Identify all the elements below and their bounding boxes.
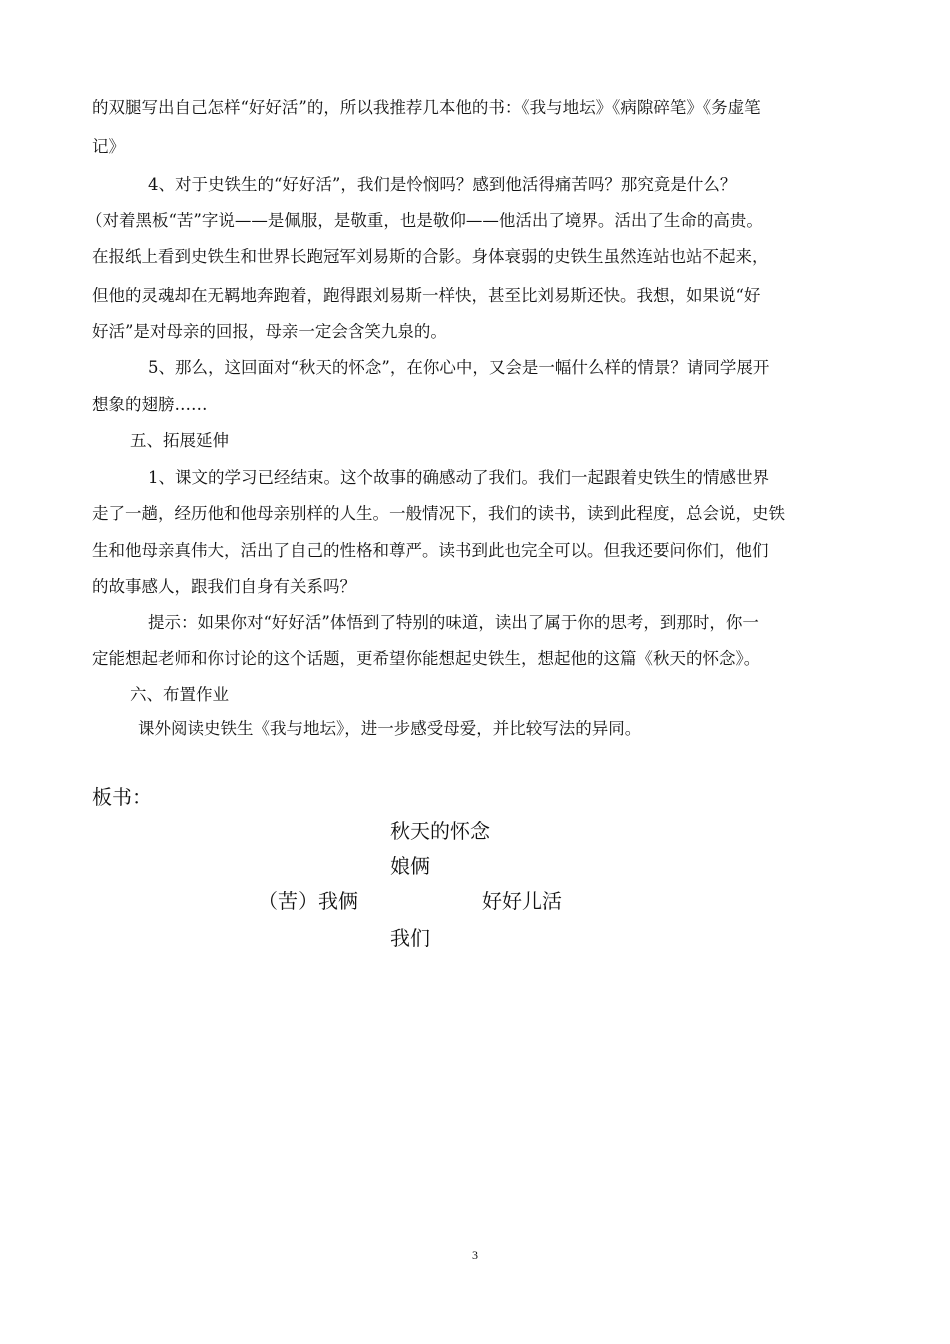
board-title: 秋天的怀念 xyxy=(390,819,490,843)
paragraph-line: 想象的翅膀…… xyxy=(92,395,208,414)
paragraph-line: 1、课文的学习已经结束。这个故事的确感动了我们。我们一起跟着史铁生的情感世界 xyxy=(148,468,769,487)
board-label: 板书： xyxy=(92,785,152,809)
page-number: 3 xyxy=(472,1248,478,1262)
board-line-mother-son: 娘俩 xyxy=(390,854,430,878)
paragraph-line: 但他的灵魂却在无羁地奔跑着，跑得跟刘易斯一样快，甚至比刘易斯还快。我想，如果说“好 xyxy=(92,286,761,305)
board-line-hardship: （苦）我俩 xyxy=(258,889,358,913)
paragraph-line: （对着黑板“苦”字说——是佩服，是敬重，也是敬仰——他活出了境界。活出了生命的高贵。 xyxy=(86,211,763,230)
section-heading-extension: 五、拓展延伸 xyxy=(130,431,229,450)
question-5: 5、那么，这回面对“秋天的怀念”，在你心中，又会是一幅什么样的情景？请同学展开 xyxy=(148,358,770,377)
paragraph-line: 走了一趟，经历他和他母亲别样的人生。一般情况下，我们的读书，读到此程度，总会说，史铁 xyxy=(92,504,785,523)
paragraph-line: 生和他母亲真伟大，活出了自己的性格和尊严。读书到此也完全可以。但我还要问你们，他们 xyxy=(92,541,769,560)
paragraph-line: 的故事感人，跟我们自身有关系吗？ xyxy=(92,577,356,596)
board-line-live-well: 好好儿活 xyxy=(482,889,562,913)
paragraph-line: 在报纸上看到史铁生和世界长跑冠军刘易斯的合影。身体衰弱的史铁生虽然连站也站不起来， xyxy=(92,247,769,266)
paragraph-line: 记》 xyxy=(92,137,125,156)
hint-line: 提示：如果你对“好好活”体悟到了特别的味道，读出了属于你的思考，到那时，你一 xyxy=(148,613,759,632)
question-4: 4、对于史铁生的“好好活”，我们是怜悯吗？感到他活得痛苦吗？那究竟是什么？ xyxy=(148,175,737,194)
board-line-us: 我们 xyxy=(390,926,430,950)
homework-line: 课外阅读史铁生《我与地坛》，进一步感受母爱，并比较写法的异同。 xyxy=(138,719,642,738)
paragraph-line: 定能想起老师和你讨论的这个话题，更希望你能想起史铁生，想起他的这篇《秋天的怀念》。 xyxy=(92,649,761,668)
section-heading-homework: 六、布置作业 xyxy=(130,685,229,704)
paragraph-line: 好活”是对母亲的回报，母亲一定会含笑九泉的。 xyxy=(92,322,447,341)
paragraph-line: 的双腿写出自己怎样“好好活”的，所以我推荐几本他的书：《我与地坛》《病隙碎笔》《务虚笔 xyxy=(92,98,761,117)
